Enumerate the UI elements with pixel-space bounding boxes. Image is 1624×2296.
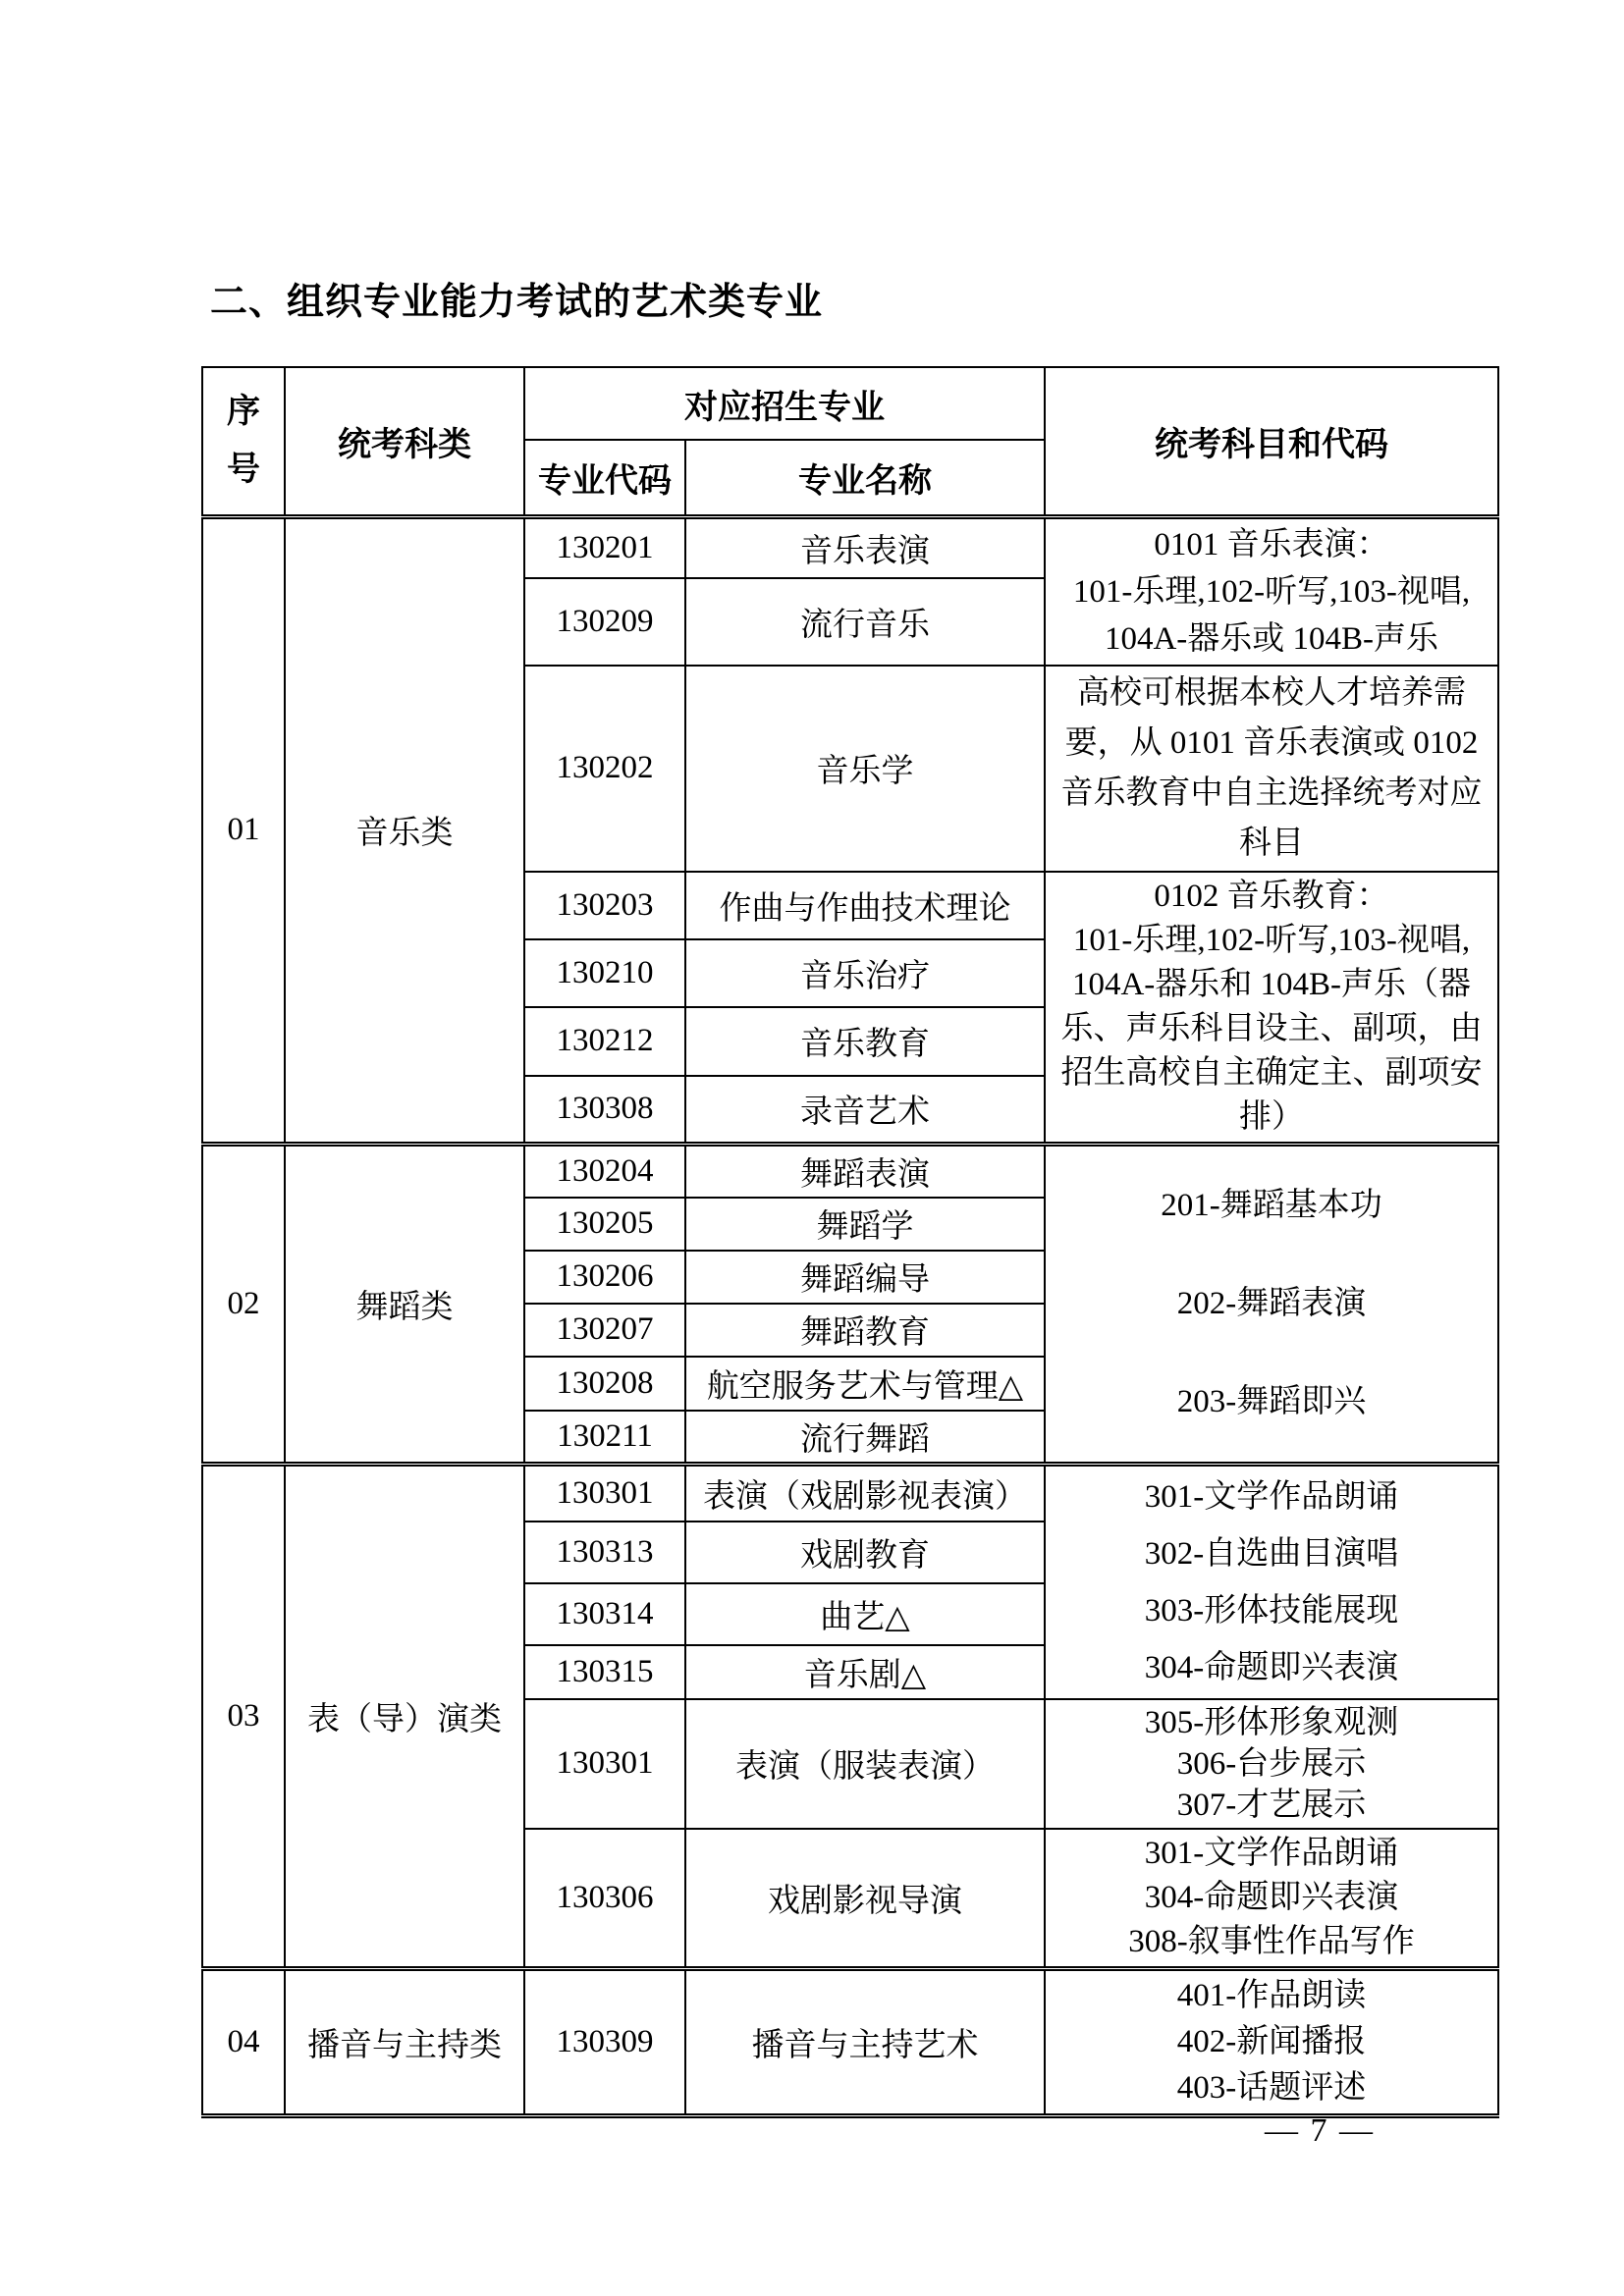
section-index-cell: 03 bbox=[202, 1464, 285, 1968]
major-name-cell: 舞蹈表演 bbox=[685, 1144, 1045, 1198]
major-name-cell: 舞蹈教育 bbox=[685, 1304, 1045, 1357]
section-index-cell: 01 bbox=[202, 516, 285, 1144]
major-code-cell: 130306 bbox=[524, 1829, 685, 1969]
section-category-cell: 播音与主持类 bbox=[285, 1968, 524, 2115]
subjects-cell: 0101 音乐表演： 101-乐理,102-听写,103-视唱, 104A-器乐或 104B-声乐 bbox=[1045, 516, 1498, 666]
subjects-cell: 0102 音乐教育： 101-乐理,102-听写,103-视唱, 104A-器乐和 104B-声乐（器乐、声乐科目设主、副项，由招生高校自主确定主、副项安排） bbox=[1045, 872, 1498, 1145]
major-code-cell: 130309 bbox=[524, 1968, 685, 2115]
major-name-cell: 表演（服装表演） bbox=[685, 1699, 1045, 1829]
major-name-cell: 音乐教育 bbox=[685, 1007, 1045, 1075]
section-index-cell: 02 bbox=[202, 1144, 285, 1464]
subjects-cell: 高校可根据本校人才培养需要，从 0101 音乐表演或 0102 音乐教育中自主选择统考对应科目 bbox=[1045, 666, 1498, 872]
subjects-cell: 301-文学作品朗诵 304-命题即兴表演 308-叙事性作品写作 bbox=[1045, 1829, 1498, 1969]
major-name-cell: 播音与主持艺术 bbox=[685, 1968, 1045, 2115]
major-code-cell: 130211 bbox=[524, 1411, 685, 1465]
major-code-cell: 130308 bbox=[524, 1076, 685, 1144]
major-name-cell: 录音艺术 bbox=[685, 1076, 1045, 1144]
major-code-cell: 130314 bbox=[524, 1583, 685, 1645]
major-name-cell: 音乐学 bbox=[685, 666, 1045, 872]
subjects-cell: 401-作品朗读 402-新闻播报 403-话题评述 bbox=[1045, 1968, 1498, 2115]
major-code-cell: 130315 bbox=[524, 1645, 685, 1698]
major-code-cell: 130301 bbox=[524, 1699, 685, 1829]
exam-table bbox=[201, 366, 1499, 2118]
major-code-cell: 130201 bbox=[524, 516, 685, 578]
header-subjects: 统考科目和代码 bbox=[1045, 367, 1498, 516]
major-name-cell: 航空服务艺术与管理△ bbox=[685, 1357, 1045, 1411]
major-name-cell: 舞蹈编导 bbox=[685, 1251, 1045, 1304]
major-code-cell: 130212 bbox=[524, 1007, 685, 1075]
section-category-cell: 舞蹈类 bbox=[285, 1144, 524, 1464]
major-name-cell: 曲艺△ bbox=[685, 1583, 1045, 1645]
major-code-cell: 130207 bbox=[524, 1304, 685, 1357]
major-name-cell: 戏剧教育 bbox=[685, 1522, 1045, 1583]
major-code-cell: 130313 bbox=[524, 1522, 685, 1583]
major-code-cell: 130203 bbox=[524, 872, 685, 939]
major-code-cell: 130209 bbox=[524, 578, 685, 666]
major-code-cell: 130205 bbox=[524, 1198, 685, 1251]
major-code-cell: 130210 bbox=[524, 939, 685, 1007]
header-major-code: 专业代码 bbox=[524, 440, 685, 516]
subjects-cell: 301-文学作品朗诵 302-自选曲目演唱 303-形体技能展现 304-命题即兴表演 bbox=[1045, 1464, 1498, 1699]
major-name-cell: 音乐表演 bbox=[685, 516, 1045, 578]
header-seq: 序号 bbox=[202, 367, 285, 516]
major-code-cell: 130208 bbox=[524, 1357, 685, 1411]
document-heading: 二、组织专业能力考试的艺术类专业 bbox=[210, 282, 824, 323]
major-name-cell: 表演（戏剧影视表演） bbox=[685, 1464, 1045, 1522]
section-category-cell: 表（导）演类 bbox=[285, 1464, 524, 1968]
subjects-cell: 305-形体形象观测 306-台步展示 307-才艺展示 bbox=[1045, 1699, 1498, 1829]
header-majors-group: 对应招生专业 bbox=[524, 367, 1045, 440]
header-category: 统考科类 bbox=[285, 367, 524, 516]
major-code-cell: 130204 bbox=[524, 1144, 685, 1198]
major-name-cell: 音乐治疗 bbox=[685, 939, 1045, 1007]
major-name-cell: 戏剧影视导演 bbox=[685, 1829, 1045, 1969]
subjects-cell: 201-舞蹈基本功 202-舞蹈表演 203-舞蹈即兴 bbox=[1045, 1144, 1498, 1464]
page-number: — 7 — bbox=[1265, 2112, 1375, 2149]
section-index-cell: 04 bbox=[202, 1968, 285, 2115]
major-row bbox=[202, 1968, 1498, 2115]
header-major-name: 专业名称 bbox=[685, 440, 1045, 516]
major-name-cell: 流行音乐 bbox=[685, 578, 1045, 666]
major-name-cell: 流行舞蹈 bbox=[685, 1411, 1045, 1465]
major-name-cell: 作曲与作曲技术理论 bbox=[685, 872, 1045, 939]
major-name-cell: 舞蹈学 bbox=[685, 1198, 1045, 1251]
major-row bbox=[202, 1464, 1498, 1522]
major-code-cell: 130202 bbox=[524, 666, 685, 872]
major-code-cell: 130301 bbox=[524, 1464, 685, 1522]
major-code-cell: 130206 bbox=[524, 1251, 685, 1304]
major-row bbox=[202, 1144, 1498, 1198]
section-category-cell: 音乐类 bbox=[285, 516, 524, 1144]
major-name-cell: 音乐剧△ bbox=[685, 1645, 1045, 1698]
major-row bbox=[202, 516, 1498, 578]
